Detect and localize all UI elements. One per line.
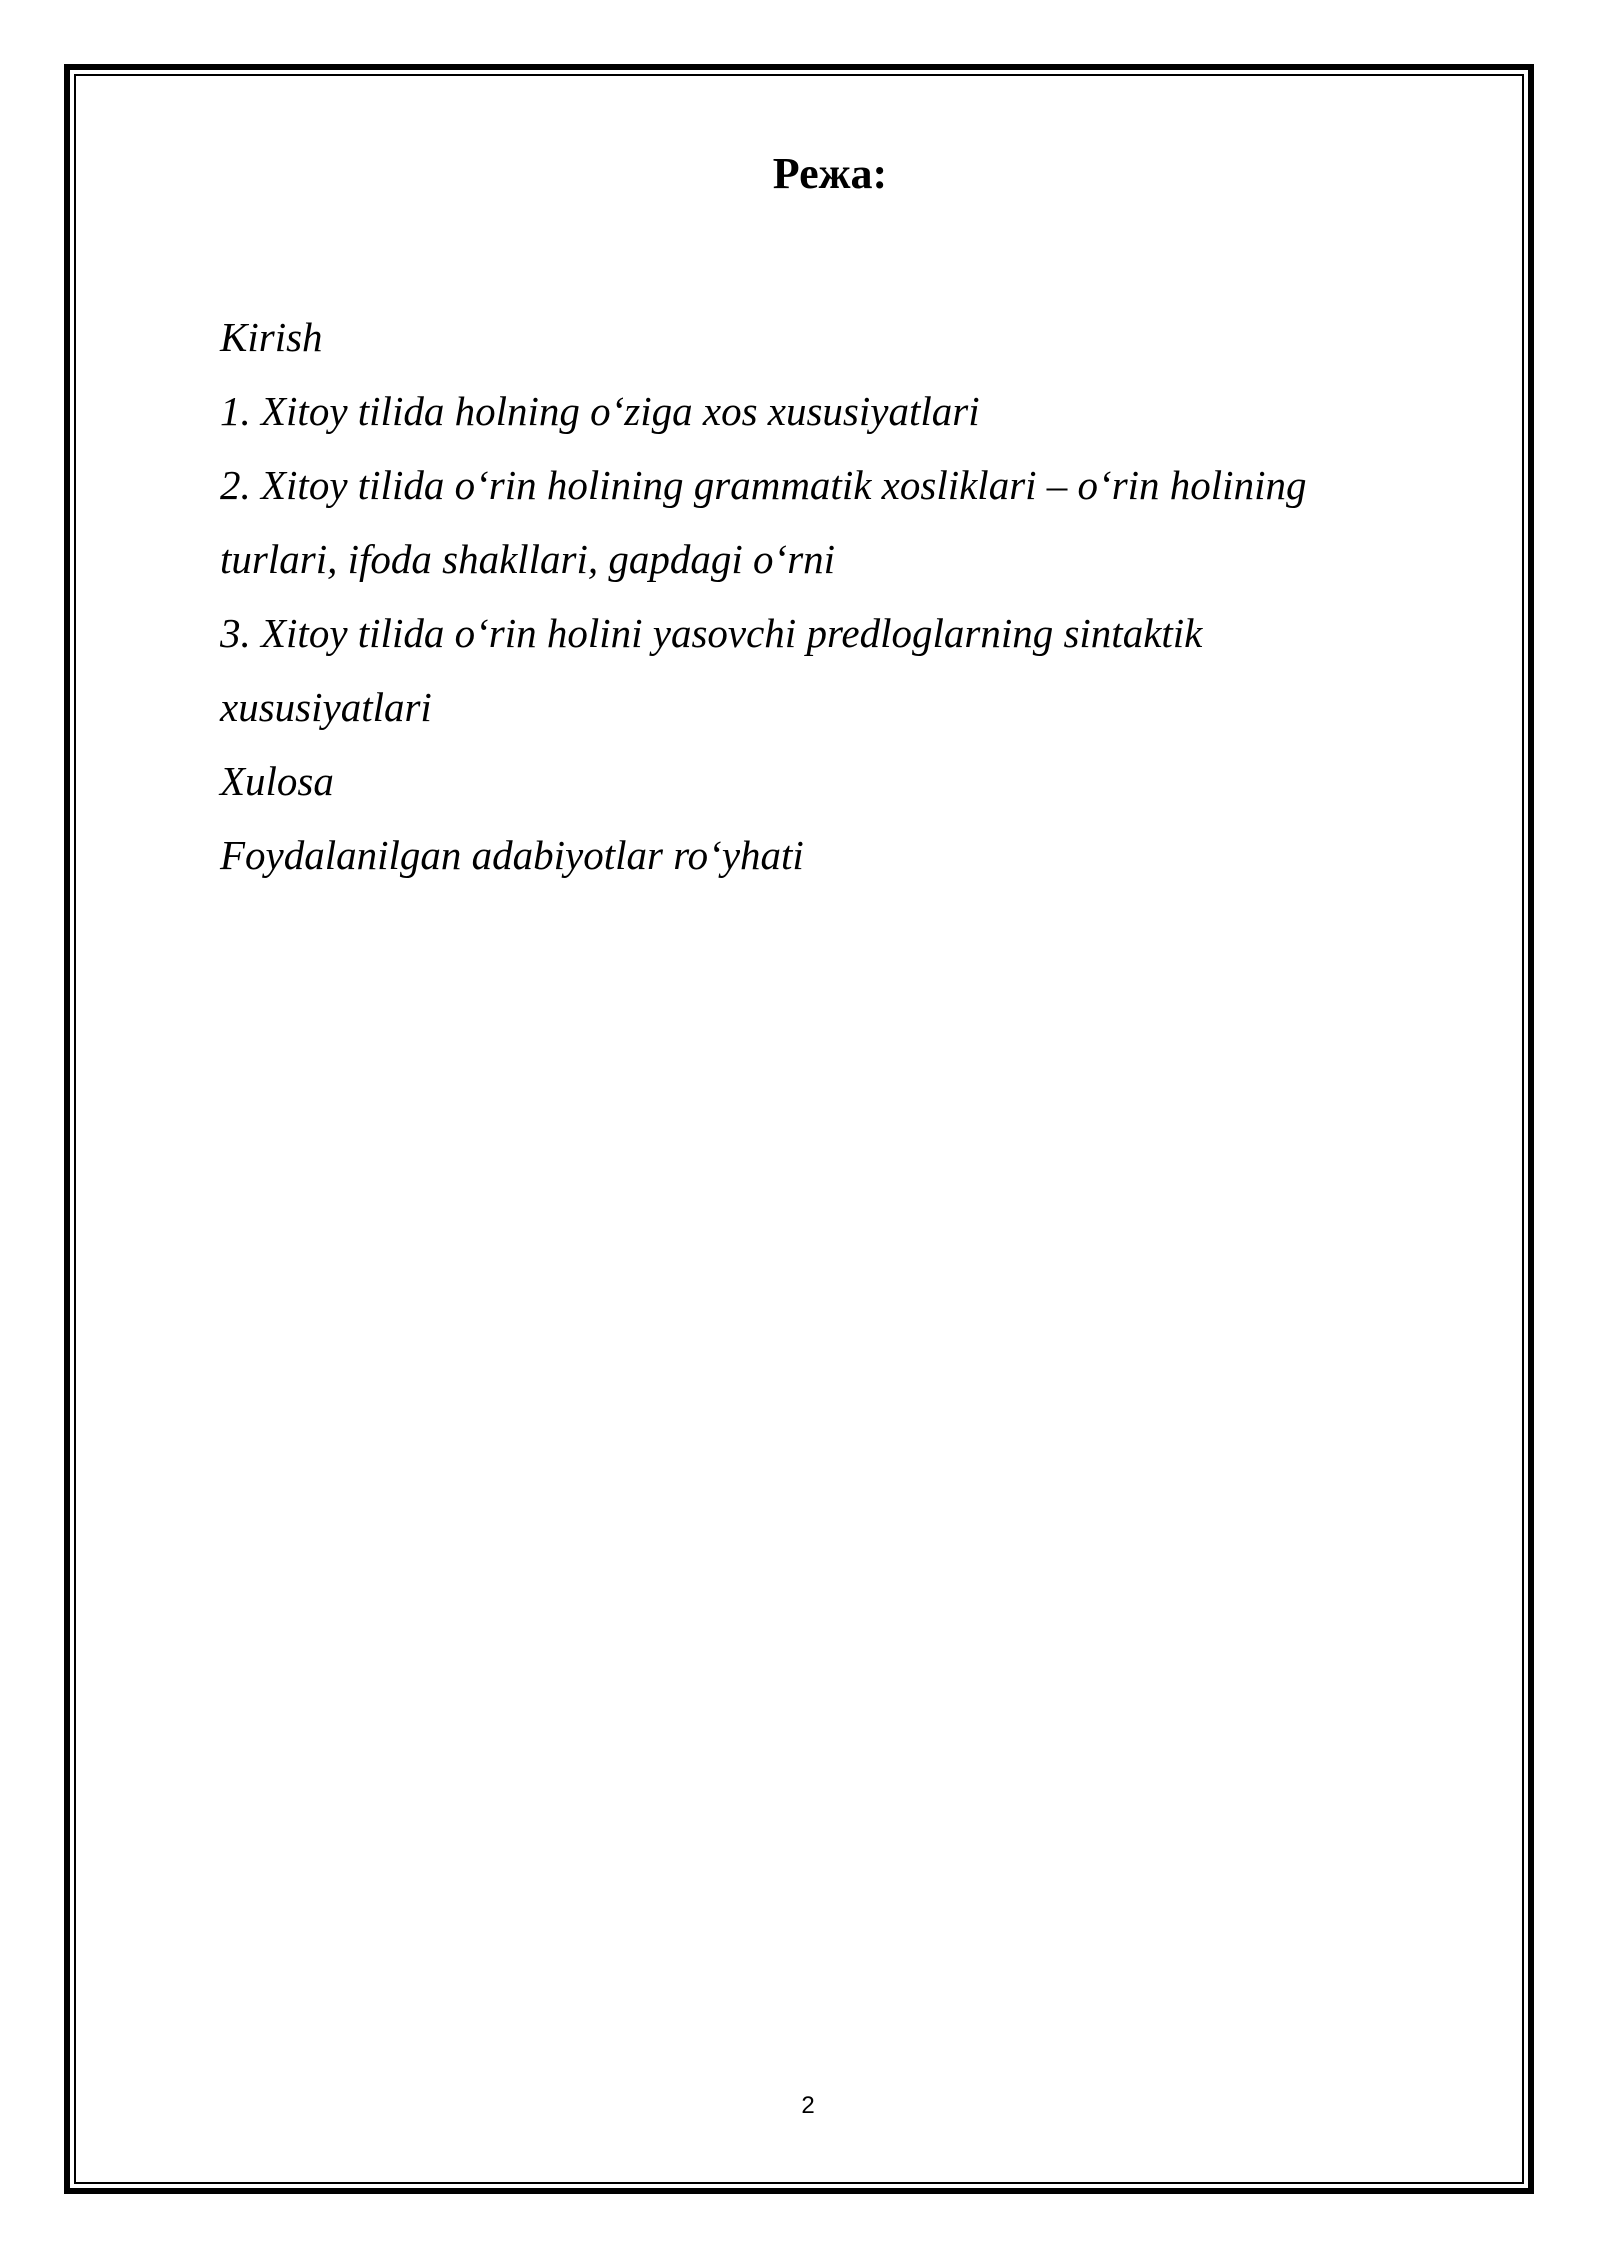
toc-item-3: 3. Xitoy tilida o‘rin holini yasovchi predloglarning sintaktik xususiyatlari	[220, 610, 1203, 730]
toc-item-conclusion: Xulosa	[220, 758, 334, 804]
toc-item-1: 1. Xitoy tilida holning o‘ziga xos xususiyatlari	[220, 388, 980, 434]
page-title: Режа:	[772, 149, 888, 198]
toc-item-introduction: Kirish	[220, 314, 323, 360]
toc-item-2: 2. Xitoy tilida o‘rin holining grammatik xosliklari – o‘rin holining turlari, ifoda shakllari, gapdagi o‘rni	[220, 462, 1307, 582]
toc-item-references: Foydalanilgan adabiyotlar ro‘yhati	[220, 832, 804, 878]
table-of-contents	[220, 300, 1400, 892]
page-number: 2	[801, 2092, 815, 2119]
